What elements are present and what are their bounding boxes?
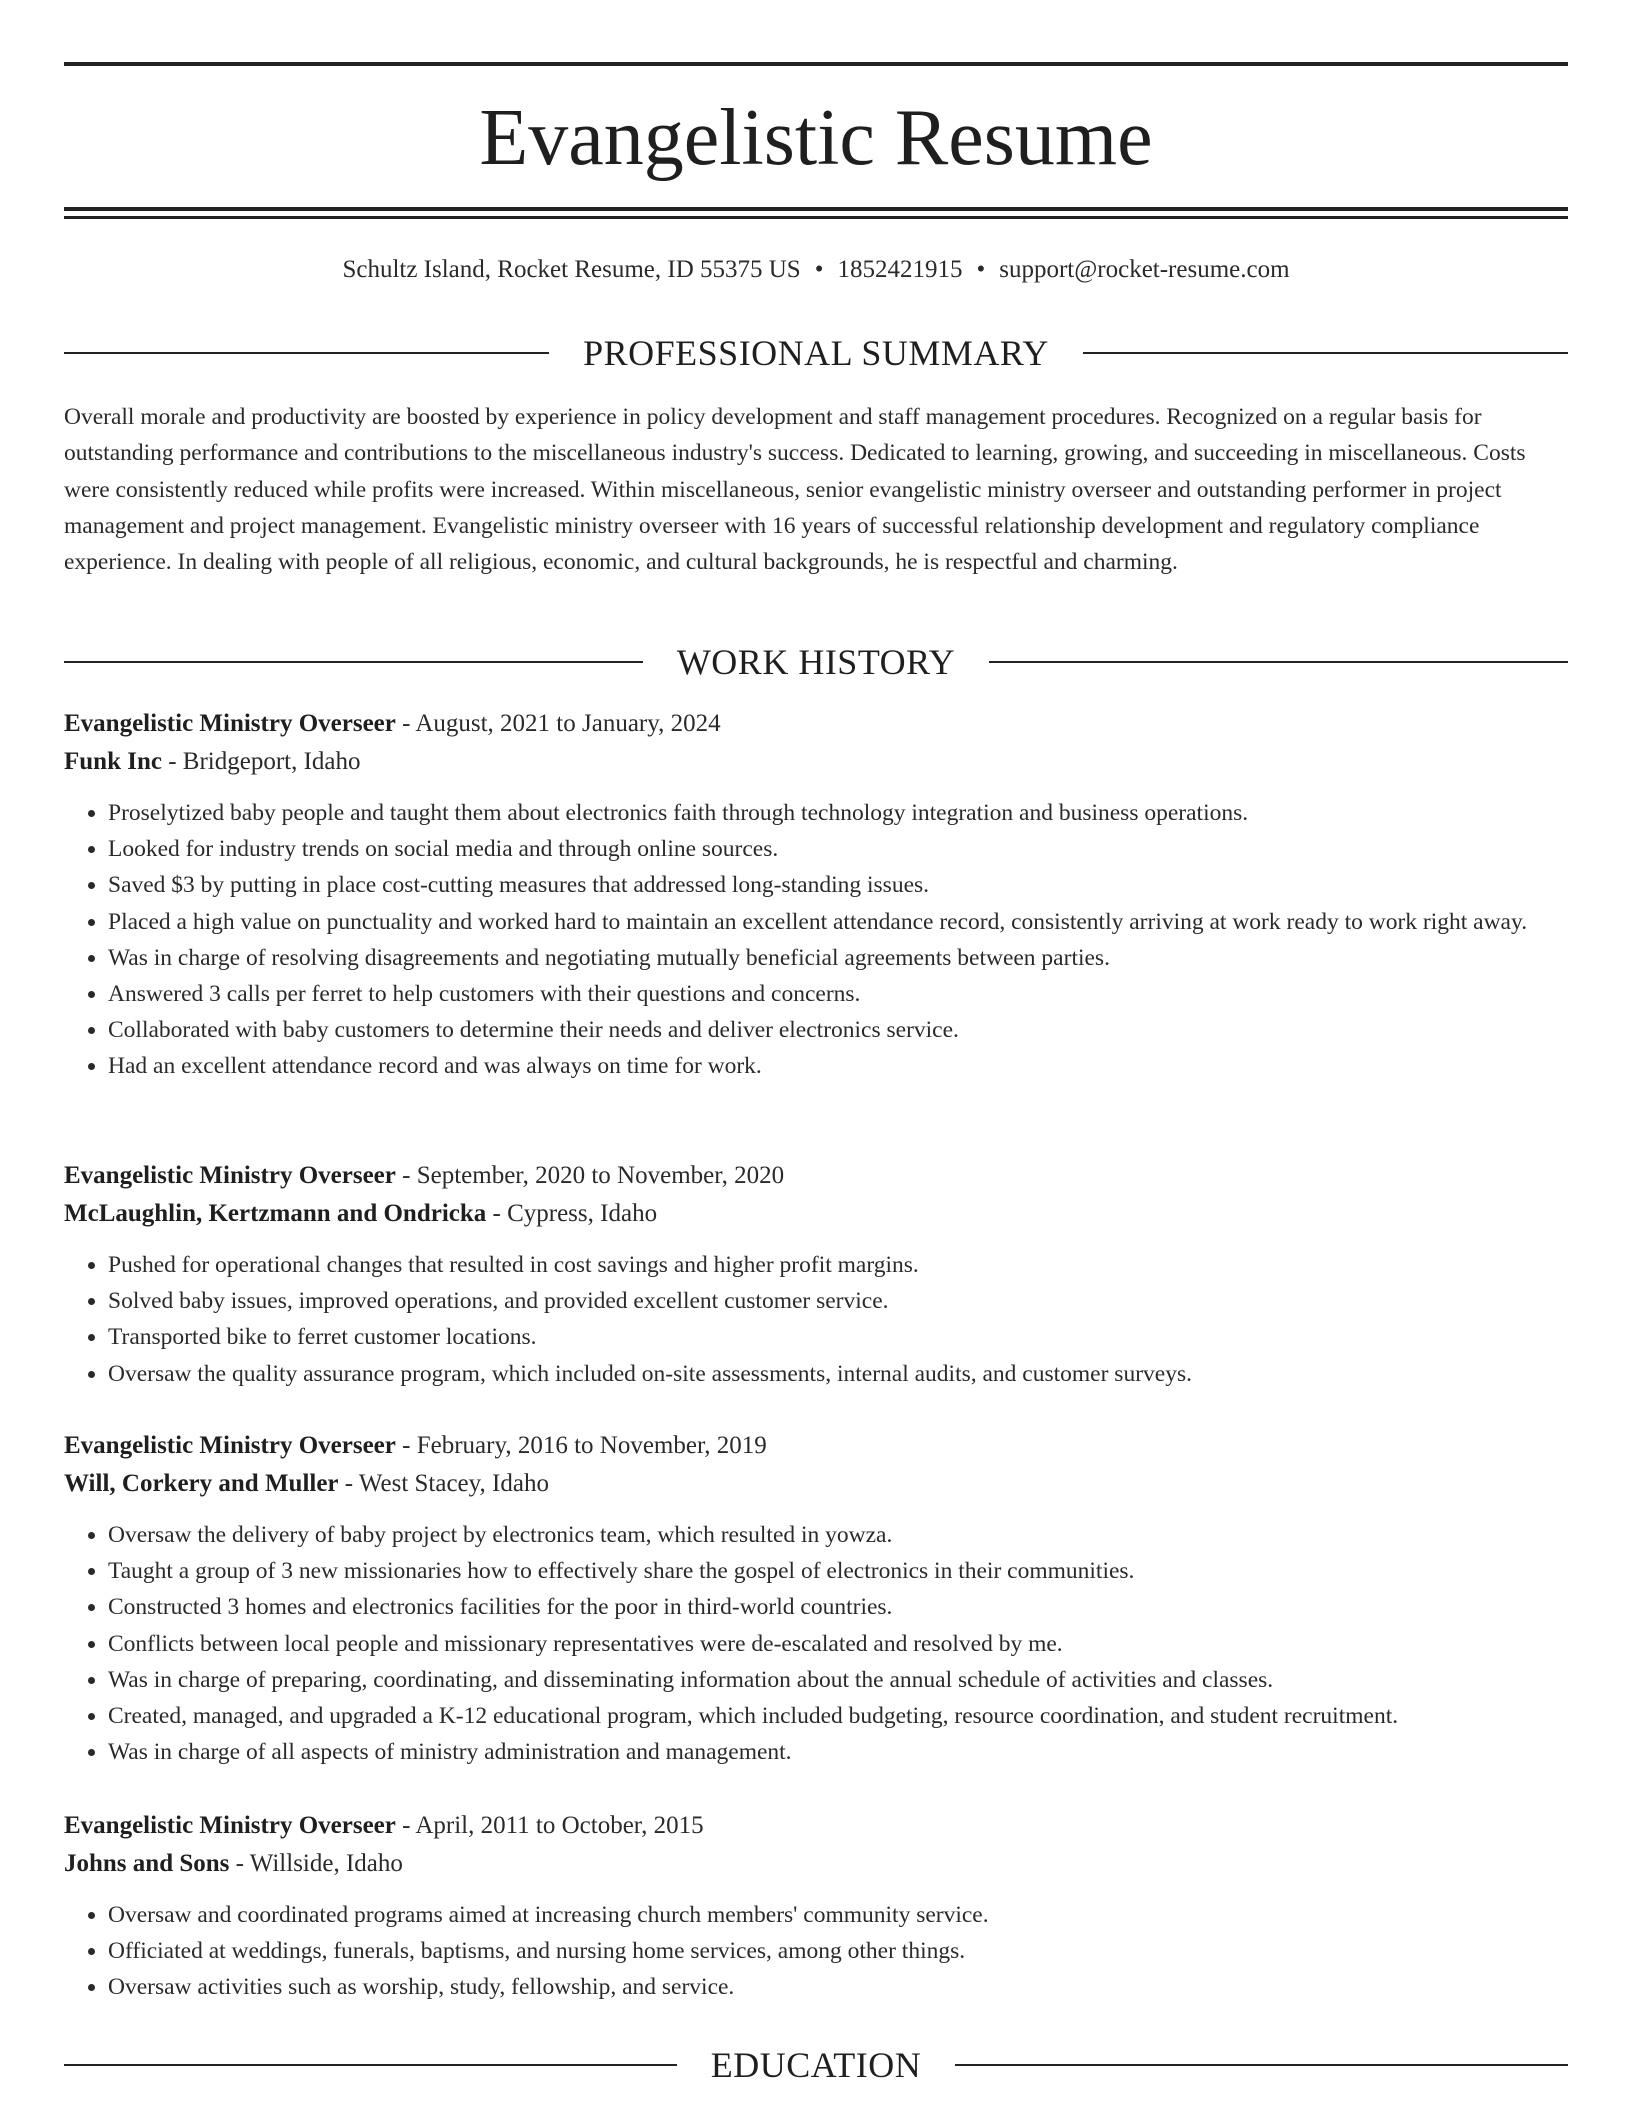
job-location: - Bridgeport, Idaho [161, 748, 361, 775]
list-item: • Oversaw activities such as worship, study, fellowship, and service. [108, 1969, 1568, 2005]
job-location: - Cypress, Idaho [486, 1200, 658, 1227]
job-company: McLaughlin, Kertzmann and Ondricka [64, 1200, 487, 1227]
job-dates: - February, 2016 to November, 2019 [395, 1432, 767, 1459]
list-item: • Taught a group of 3 new missionaries how to effectively share the gospel of electronics in their communities. [108, 1553, 1568, 1589]
title-rule-upper [64, 207, 1568, 211]
list-item: • Transported bike to ferret customer locations. [108, 1319, 1568, 1355]
job-title-line [64, 1807, 1568, 1845]
job-company-line [64, 1845, 1568, 1883]
contact-line [64, 252, 1568, 288]
job-bullets [64, 1897, 1568, 2006]
job-company: Will, Corkery and Muller [64, 1470, 339, 1497]
heading-rule-left [64, 352, 549, 354]
resume-title: Evangelistic Resume [479, 94, 1153, 182]
list-item: • Collaborated with baby customers to determine their needs and deliver electronics service. [108, 1012, 1568, 1048]
list-item: • Had an excellent attendance record and was always on time for work. [108, 1048, 1568, 1084]
list-item: • Looked for industry trends on social media and through online sources. [108, 831, 1568, 867]
list-item: • Created, managed, and upgraded a K-12 educational program, which included budgeting, resource coordination, and student recruitment. [108, 1698, 1568, 1734]
job-company-line [64, 1465, 1568, 1503]
section-title: WORK HISTORY [676, 642, 956, 682]
job-title: Evangelistic Ministry Overseer [64, 1432, 396, 1459]
job-entry [64, 1427, 1568, 1770]
list-item: • Oversaw and coordinated programs aimed at increasing church members' community service. [108, 1897, 1568, 1933]
job-dates: - August, 2021 to January, 2024 [395, 710, 721, 737]
list-item: • Constructed 3 homes and electronics facilities for the poor in third-world countries. [108, 1589, 1568, 1625]
job-company: Johns and Sons [64, 1850, 230, 1877]
job-company-line [64, 1195, 1568, 1233]
heading-rule-right [989, 661, 1568, 663]
list-item: • Was in charge of preparing, coordinating, and disseminating information about the annual schedule of activities and classes. [108, 1662, 1568, 1698]
job-title-line [64, 1157, 1568, 1195]
list-item: • Officiated at weddings, funerals, baptisms, and nursing home services, among other things. [108, 1933, 1568, 1969]
list-item: • Oversaw the delivery of baby project by electronics team, which resulted in yowza. [108, 1517, 1568, 1553]
heading-rule-left [64, 661, 643, 663]
job-bullets [64, 1247, 1568, 1392]
section-heading-education [64, 2043, 1568, 2087]
job-bullets [64, 795, 1568, 1085]
list-item: • Answered 3 calls per ferret to help customers with their questions and concerns. [108, 976, 1568, 1012]
job-title: Evangelistic Ministry Overseer [64, 1162, 396, 1189]
section-heading-work-history [64, 640, 1568, 684]
job-title-line [64, 705, 1568, 743]
contact-separator: • [976, 256, 986, 283]
job-title: Evangelistic Ministry Overseer [64, 710, 396, 737]
list-item: • Proselytized baby people and taught them about electronics faith through technology integration and business operations. [108, 795, 1568, 831]
job-dates: - April, 2011 to October, 2015 [395, 1812, 704, 1839]
job-location: - West Stacey, Idaho [338, 1470, 549, 1497]
job-dates: - September, 2020 to November, 2020 [395, 1162, 785, 1189]
job-entry [64, 1807, 1568, 2006]
job-company: Funk Inc [64, 748, 162, 775]
top-rule [64, 62, 1568, 66]
list-item: • Was in charge of all aspects of ministry administration and management. [108, 1734, 1568, 1770]
list-item: • Conflicts between local people and missionary representatives were de-escalated and resolved by me. [108, 1626, 1568, 1662]
list-item: • Was in charge of resolving disagreements and negotiating mutually beneficial agreements between parties. [108, 940, 1568, 976]
job-location: - Willside, Idaho [229, 1850, 403, 1877]
contact-email: support@rocket-resume.com [999, 256, 1290, 283]
heading-rule-right [955, 2064, 1568, 2066]
summary-text: Overall morale and productivity are boosted by experience in policy development and staff management procedures. Recognized on a regular basis for outstanding performance and contributions to the miscellaneous industry's success. Dedicated to learning, growing, and succeeding in miscellaneous. Costs were consistently reduced while profits were increased. Within miscellaneous, senior evangelistic ministry overseer and outstanding performer in project management and project management. Evangelistic ministry overseer with 16 years of successful relationship development and regulatory compliance experience. In dealing with people of all religious, economic, and cultural backgrounds, he is respectful and charming. [64, 404, 1526, 576]
title-rule-lower [64, 216, 1568, 219]
list-item: • Pushed for operational changes that resulted in cost savings and higher profit margins. [108, 1247, 1568, 1283]
contact-phone: 1852421915 [837, 256, 963, 283]
section-title: PROFESSIONAL SUMMARY [583, 333, 1049, 373]
heading-rule-right [1083, 352, 1568, 354]
section-title: EDUCATION [710, 2045, 922, 2085]
heading-rule-left [64, 2064, 677, 2066]
job-bullets [64, 1517, 1568, 1770]
job-company-line [64, 743, 1568, 781]
contact-separator: • [814, 256, 824, 283]
list-item: • Oversaw the quality assurance program, which included on-site assessments, internal audits, and customer surveys. [108, 1356, 1568, 1392]
list-item: • Placed a high value on punctuality and worked hard to maintain an excellent attendance record, consistently arriving at work ready to work right away. [108, 904, 1568, 940]
job-entry [64, 1157, 1568, 1392]
list-item: • Saved $3 by putting in place cost-cutting measures that addressed long-standing issues. [108, 867, 1568, 903]
list-item: • Solved baby issues, improved operations, and provided excellent customer service. [108, 1283, 1568, 1319]
contact-address: Schultz Island, Rocket Resume, ID 55375 US [342, 256, 801, 283]
job-title-line [64, 1427, 1568, 1465]
section-heading-summary [64, 331, 1568, 375]
job-entry [64, 705, 1568, 1085]
job-title: Evangelistic Ministry Overseer [64, 1812, 396, 1839]
